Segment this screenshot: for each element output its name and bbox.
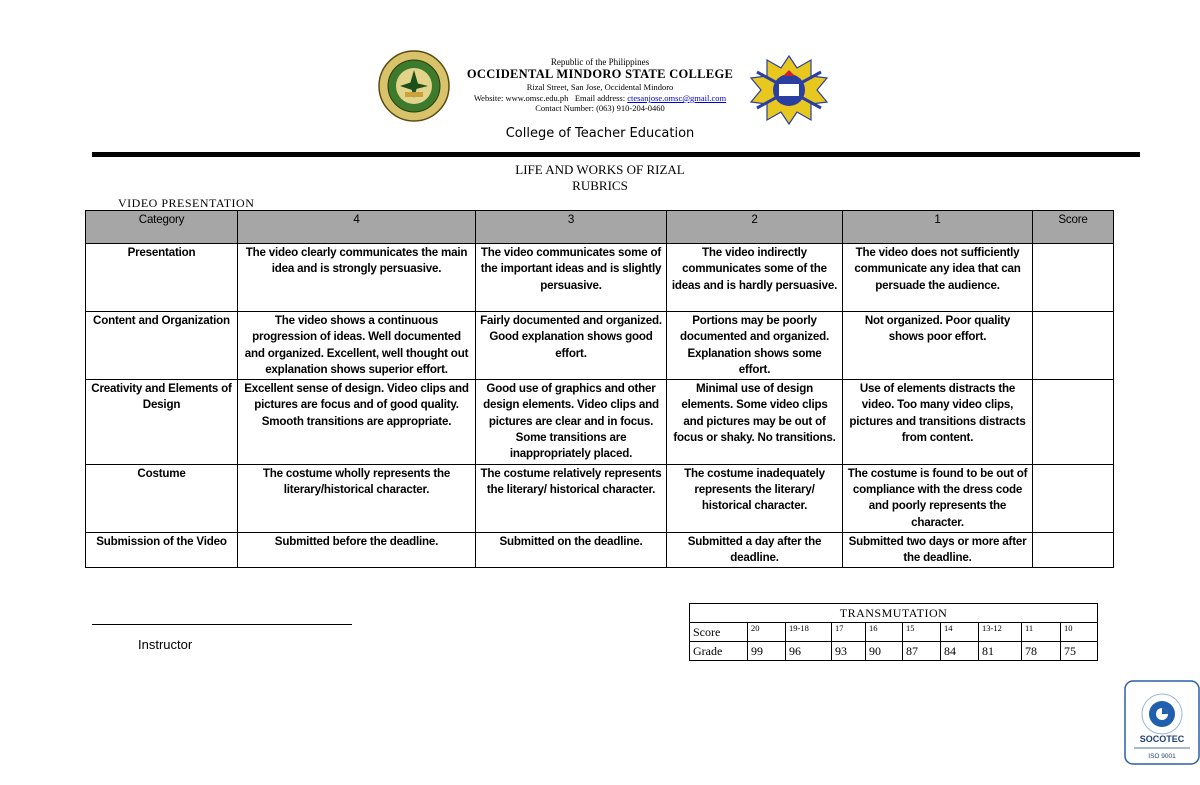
score-value: 16 — [866, 623, 903, 642]
score-cell[interactable] — [1033, 532, 1114, 568]
email-link[interactable]: ctesanjose.omsc@gmail.com — [627, 93, 727, 103]
table-row — [86, 312, 1114, 380]
score-cell[interactable] — [1033, 244, 1114, 312]
header-1: 1 — [843, 211, 1033, 244]
grade-value: 84 — [941, 642, 979, 661]
criteria-cell-2: The costume inadequately represents the literary/ historical character. — [667, 464, 843, 532]
criteria-cell-2: Minimal use of design elements. Some video clips and pictures may be out of focus or shaky. No transitions. — [667, 380, 843, 464]
grade-value: 93 — [832, 642, 866, 661]
header-2: 2 — [667, 211, 843, 244]
category-cell: Creativity and Elements of Design — [86, 380, 238, 464]
score-cell[interactable] — [1033, 380, 1114, 464]
criteria-cell-4: The costume wholly represents the literary/historical character. — [238, 464, 476, 532]
grade-value: 87 — [903, 642, 941, 661]
contact-number: Contact Number: (063) 910-204-0460 — [535, 103, 665, 113]
table-row — [86, 464, 1114, 532]
table-row — [86, 532, 1114, 568]
transmutation-title: TRANSMUTATION — [690, 604, 1098, 623]
document-title — [300, 162, 900, 194]
criteria-cell-1: Submitted two days or more after the deadline. — [843, 532, 1033, 568]
socotec-brand: SOCOTEC — [1139, 734, 1185, 744]
website-label: Website: www.omsc.edu.ph — [473, 93, 569, 103]
score-value: 20 — [748, 623, 786, 642]
republic-label: Republic of the Philippines — [550, 57, 650, 67]
section-title: VIDEO PRESENTATION — [118, 196, 255, 210]
iso-standard: ISO 9001 — [1148, 753, 1176, 760]
grade-row — [690, 642, 1098, 661]
transmutation-title-row — [690, 604, 1098, 623]
category-cell: Costume — [86, 464, 238, 532]
criteria-cell-4: Submitted before the deadline. — [238, 532, 476, 568]
score-label: Score — [690, 623, 748, 642]
email-label: Email address: — [574, 93, 626, 103]
criteria-cell-4: The video clearly communicates the main idea and is strongly persuasive. — [238, 244, 476, 312]
score-cell[interactable] — [1033, 464, 1114, 532]
criteria-cell-3: Submitted on the deadline. — [476, 532, 667, 568]
criteria-cell-2: Portions may be poorly documented and organized. Explanation shows some effort. — [667, 312, 843, 380]
transmutation-table — [689, 603, 1098, 661]
grade-value: 78 — [1022, 642, 1061, 661]
header-4: 4 — [238, 211, 476, 244]
criteria-cell-4: The video shows a continuous progression of ideas. Well documented and organized. Excellent, well thought out explanation shows superior effort. — [238, 312, 476, 380]
category-cell: Presentation — [86, 244, 238, 312]
table-row — [86, 244, 1114, 312]
score-value: 11 — [1022, 623, 1061, 642]
header-3: 3 — [476, 211, 667, 244]
socotec-certification-logo — [1124, 680, 1200, 765]
grade-value: 81 — [979, 642, 1022, 661]
score-value: 19-18 — [786, 623, 832, 642]
header-score: Score — [1033, 211, 1114, 244]
title-line-2: RUBRICS — [572, 178, 628, 193]
department-name: College of Teacher Education — [505, 126, 695, 141]
criteria-cell-3: The video communicates some of the important ideas and is slightly persuasive. — [476, 244, 667, 312]
score-row — [690, 623, 1098, 642]
criteria-cell-3: The costume relatively represents the literary/ historical character. — [476, 464, 667, 532]
rubric-header-row — [86, 211, 1114, 244]
grade-value: 96 — [786, 642, 832, 661]
instructor-label: Instructor — [138, 637, 193, 652]
score-value: 13-12 — [979, 623, 1022, 642]
signature-line — [92, 624, 352, 625]
grade-value: 99 — [748, 642, 786, 661]
category-cell: Content and Organization — [86, 312, 238, 380]
criteria-cell-1: The costume is found to be out of compliance with the dress code and poorly represents the character. — [843, 464, 1033, 532]
category-cell: Submission of the Video — [86, 532, 238, 568]
college-address: Rizal Street, San Jose, Occidental Mindoro — [526, 82, 674, 92]
score-value: 15 — [903, 623, 941, 642]
score-value: 14 — [941, 623, 979, 642]
grade-value: 75 — [1061, 642, 1098, 661]
score-cell[interactable] — [1033, 312, 1114, 380]
criteria-cell-4: Excellent sense of design. Video clips and pictures are focus and of good quality. Smooth transitions are appropriate. — [238, 380, 476, 464]
criteria-cell-1: Use of elements distracts the video. Too many video clips, pictures and transitions distracts from content. — [843, 380, 1033, 464]
rubric-table — [85, 210, 1114, 568]
grade-value: 90 — [866, 642, 903, 661]
criteria-cell-1: Not organized. Poor quality shows poor effort. — [843, 312, 1033, 380]
criteria-cell-3: Fairly documented and organized. Good explanation shows good effort. — [476, 312, 667, 380]
college-name: OCCIDENTAL MINDORO STATE COLLEGE — [466, 67, 734, 81]
criteria-cell-3: Good use of graphics and other design elements. Video clips and pictures are clear and in focus. Some transitions are inappropriately placed. — [476, 380, 667, 464]
score-value: 17 — [832, 623, 866, 642]
criteria-cell-2: Submitted a day after the deadline. — [667, 532, 843, 568]
criteria-cell-1: The video does not sufficiently communicate any idea that can persuade the audience. — [843, 244, 1033, 312]
table-row — [86, 380, 1114, 464]
header-divider — [92, 152, 1140, 157]
header-category: Category — [86, 211, 238, 244]
criteria-cell-2: The video indirectly communicates some of the ideas and is hardly persuasive. — [667, 244, 843, 312]
title-line-1: LIFE AND WORKS OF RIZAL — [515, 162, 685, 177]
score-value: 10 — [1061, 623, 1098, 642]
grade-label: Grade — [690, 642, 748, 661]
website-email-line — [400, 93, 800, 103]
